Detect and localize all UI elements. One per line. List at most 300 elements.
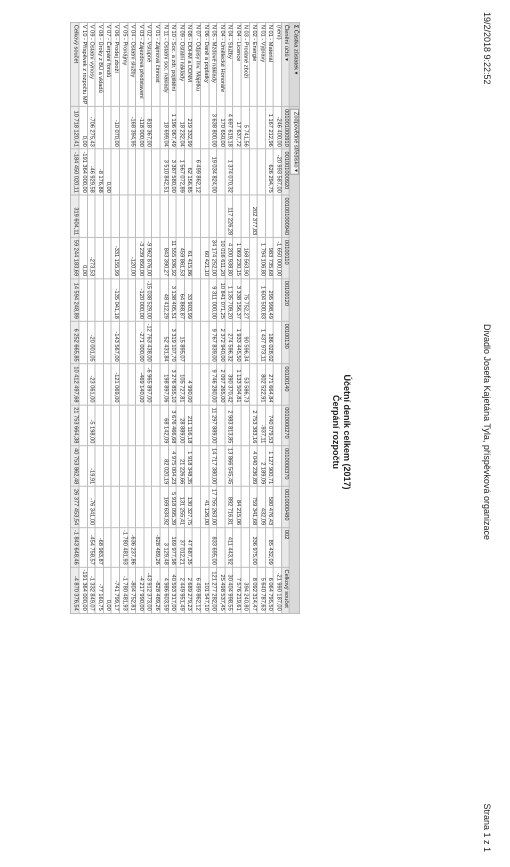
value-cell: 626 294,75 xyxy=(265,149,273,195)
value-cell: -191 364 000,00 xyxy=(79,149,87,195)
value-cell xyxy=(233,405,241,446)
value-cell: 169 634,92 xyxy=(160,487,168,528)
value-cell xyxy=(111,446,119,487)
value-cell xyxy=(128,195,136,237)
group-field-button[interactable] xyxy=(290,109,299,175)
value-cell xyxy=(152,107,160,149)
table-row xyxy=(103,22,111,613)
value-cell: 169 977,98 xyxy=(168,528,176,568)
value-cell xyxy=(192,321,200,364)
value-cell: -469 140,00 xyxy=(136,364,144,405)
value-cell: 62 156,85 xyxy=(184,149,192,195)
column-header[interactable]: 00100120 xyxy=(282,278,290,321)
value-cell xyxy=(95,238,103,279)
value-cell xyxy=(192,528,200,568)
value-cell: 85 432,09 xyxy=(265,528,273,568)
column-header[interactable]: 001001000910 xyxy=(282,107,290,149)
value-cell xyxy=(79,278,87,321)
value-cell: 319 604,11 xyxy=(71,195,79,237)
value-cell: 130 327,75 xyxy=(184,487,192,528)
value-cell: 432,09 xyxy=(257,487,265,528)
value-cell: -12 763 438,00 xyxy=(144,321,152,364)
row-label: V 03 - Zájezdová představení xyxy=(136,22,144,106)
value-cell: 4 200 938,80 xyxy=(225,238,233,279)
table-row xyxy=(160,22,168,613)
value-cell xyxy=(120,238,128,279)
filter-label: Částka zůstatek xyxy=(292,29,299,71)
value-cell xyxy=(176,195,184,237)
value-cell xyxy=(103,405,111,446)
value-cell xyxy=(111,195,119,237)
value-cell xyxy=(217,149,225,195)
group-header[interactable] xyxy=(290,107,300,613)
value-cell: 10 412 497,68 xyxy=(71,364,79,405)
value-cell: 101 547,10 xyxy=(201,567,209,613)
value-cell: 61 415,86 xyxy=(184,238,192,279)
value-cell: -20 001,05 xyxy=(87,321,95,364)
value-cell: 0,00 xyxy=(79,238,87,279)
value-cell xyxy=(79,405,87,446)
value-cell: 271 664,84 xyxy=(265,364,273,405)
row-label: N 07 - Odpisy Inv. Majetku xyxy=(192,22,200,106)
value-cell xyxy=(233,195,241,237)
table-row xyxy=(225,22,233,613)
value-cell: 390 370,42 xyxy=(225,364,233,405)
column-header[interactable]: 001001000940 xyxy=(282,195,290,237)
table-row xyxy=(257,22,265,613)
table-row xyxy=(136,22,144,613)
value-cell xyxy=(136,487,144,528)
value-cell: 52 431,84 xyxy=(160,321,168,364)
value-cell: 40 753 862,48 xyxy=(71,446,79,487)
value-cell: 0,00 xyxy=(103,567,111,613)
value-cell xyxy=(144,446,152,487)
value-cell xyxy=(201,321,209,364)
value-cell: 3 676 466,68 xyxy=(168,405,176,446)
value-cell xyxy=(103,278,111,321)
value-cell xyxy=(273,487,281,528)
value-cell: -1 780 481,93 xyxy=(120,528,128,568)
chevron-down-icon: ▾ xyxy=(292,169,299,172)
value-cell xyxy=(79,364,87,405)
report-title-main: Účetní deník celkem (2017) xyxy=(342,374,352,490)
value-cell xyxy=(192,278,200,321)
value-cell: 818 367,00 xyxy=(144,107,152,149)
value-cell: -121 069,00 xyxy=(111,364,119,405)
table-row xyxy=(265,22,273,613)
value-cell xyxy=(136,446,144,487)
value-cell xyxy=(192,487,200,528)
value-cell xyxy=(144,528,152,568)
value-cell: 3 510 842,51 xyxy=(160,149,168,195)
value-cell: 892 716,81 xyxy=(225,487,233,528)
value-cell: -43 912 373,00 xyxy=(144,567,152,613)
value-cell xyxy=(192,107,200,149)
value-cell: -636 237,86 xyxy=(128,528,136,568)
column-header[interactable]: 00100140 xyxy=(282,364,290,405)
value-cell xyxy=(95,364,103,405)
value-cell xyxy=(201,107,209,149)
value-cell: 6 252 665,85 xyxy=(71,321,79,364)
value-cell xyxy=(111,149,119,195)
row-label: N 03 - Prodané zboží xyxy=(241,22,249,106)
value-cell: 21 753 664,38 xyxy=(71,405,79,446)
value-cell: 2 372 940,00 xyxy=(217,321,225,364)
value-cell: 1 135 709,20 xyxy=(225,278,233,321)
value-cell xyxy=(257,149,265,195)
value-cell: 802 522,91 xyxy=(257,364,265,405)
value-cell xyxy=(233,528,241,568)
value-cell: 168 563,90 xyxy=(241,238,249,279)
value-cell xyxy=(257,195,265,237)
value-cell xyxy=(168,195,176,237)
value-cell: -273,53 xyxy=(87,238,95,279)
value-cell xyxy=(144,195,152,237)
value-cell xyxy=(152,446,160,487)
table-row xyxy=(79,22,87,613)
value-cell: 90 596,34 xyxy=(241,321,249,364)
value-cell: -454 758,57 xyxy=(87,528,95,568)
value-cell xyxy=(265,195,273,237)
value-cell: -8 176,88 xyxy=(95,149,103,195)
value-cell: 219 332,99 xyxy=(184,107,192,149)
value-cell xyxy=(144,405,152,446)
filter-cell[interactable] xyxy=(290,22,300,106)
value-cell: 15 895,07 xyxy=(176,321,184,364)
value-cell xyxy=(103,364,111,405)
value-cell: 1 133 504,81 xyxy=(233,364,241,405)
value-cell: 459 861,53 xyxy=(176,238,184,279)
total-row xyxy=(71,22,79,613)
value-cell xyxy=(201,195,209,237)
value-cell xyxy=(128,405,136,446)
value-cell: 4 040 236,89 xyxy=(249,446,257,487)
value-cell xyxy=(233,149,241,195)
value-cell xyxy=(184,195,192,237)
value-cell: 10 718 120,41 xyxy=(71,107,79,149)
value-cell xyxy=(217,405,225,446)
value-cell: 336 975,00 xyxy=(249,528,257,568)
value-cell xyxy=(152,149,160,195)
value-cell xyxy=(95,107,103,149)
value-cell xyxy=(103,195,111,237)
value-cell xyxy=(217,446,225,487)
column-header[interactable]: 00100130 xyxy=(282,321,290,364)
value-cell xyxy=(273,195,281,237)
value-cell: 117 226,28 xyxy=(225,195,233,237)
value-cell xyxy=(217,487,225,528)
pivot-table xyxy=(70,22,300,614)
value-cell: 11 297 889,00 xyxy=(209,405,217,446)
value-cell: 17 637,72 xyxy=(233,107,241,149)
value-cell: -135 041,18 xyxy=(111,278,119,321)
value-cell: -10 070,00 xyxy=(111,107,119,149)
value-cell xyxy=(233,446,241,487)
value-cell xyxy=(152,238,160,279)
value-cell: 1 567 072,89 xyxy=(176,149,184,195)
value-cell xyxy=(160,195,168,237)
value-cell: -828 489,26 xyxy=(152,567,160,613)
value-cell xyxy=(273,405,281,446)
value-cell xyxy=(128,487,136,528)
table-row xyxy=(152,22,160,613)
chevron-down-icon[interactable]: ▾ xyxy=(292,71,299,75)
row-label: V 08 - Úroky z BÚ a vkladů xyxy=(95,22,103,106)
value-cell: 295 998,49 xyxy=(265,278,273,321)
value-cell: 833 695,00 xyxy=(209,528,217,568)
value-cell: -331 155,99 xyxy=(111,238,119,279)
value-cell xyxy=(120,321,128,364)
value-cell xyxy=(87,278,95,321)
table-row xyxy=(176,22,184,613)
value-cell xyxy=(79,321,87,364)
value-cell xyxy=(111,405,119,446)
value-cell xyxy=(120,446,128,487)
page-number: Strana 1 z 1 xyxy=(482,803,492,852)
value-cell: 48 412,29 xyxy=(160,278,168,321)
value-cell: -4 217 990,00 xyxy=(136,567,144,613)
column-header[interactable]: 0010000270 xyxy=(282,405,290,446)
value-cell xyxy=(201,528,209,568)
row-header[interactable] xyxy=(282,22,290,106)
value-cell: 2 983 813,85 xyxy=(225,405,233,446)
value-cell xyxy=(136,528,144,568)
value-cell xyxy=(103,528,111,568)
value-cell: -168 394,95 xyxy=(128,107,136,149)
value-cell: 983 735,68 xyxy=(265,238,273,279)
value-cell: -68 983,87 xyxy=(95,528,103,568)
column-header[interactable]: 0010000480 xyxy=(282,487,290,528)
column-header[interactable]: 0010000370 xyxy=(282,446,290,487)
value-cell: 3 638 800,00 xyxy=(209,107,217,149)
row-label: N 11 - Ostatní soc. náklady xyxy=(160,22,168,106)
group-label: Zodpovědné středisko xyxy=(292,111,299,168)
row-label: N 10 - Soc. a zdr. pojištění xyxy=(168,22,176,106)
value-cell: 2 449 951,49 xyxy=(176,567,184,613)
value-cell: 211 116,18 xyxy=(184,405,192,446)
sigma-icon: Σ xyxy=(292,24,299,29)
value-cell: 37 012,21 xyxy=(176,528,184,568)
value-cell: 4 986 603,59 xyxy=(160,567,168,613)
value-cell: 6 064 795,50 xyxy=(265,567,273,613)
table-row xyxy=(128,22,136,613)
value-cell: -184 450 020,11 xyxy=(71,149,79,195)
table-row xyxy=(201,22,209,613)
value-cell: 2 097 265,00 xyxy=(217,364,225,405)
value-cell: 202 377,83 xyxy=(249,195,257,237)
row-label: N 04 - Služby xyxy=(225,22,233,106)
value-cell: 41 126,00 xyxy=(201,487,209,528)
value-cell: -3 239 850,00 xyxy=(136,238,144,279)
value-cell xyxy=(79,487,87,528)
column-header[interactable]: 00100110 xyxy=(282,238,290,279)
value-cell: -1 650 000,00 xyxy=(273,238,281,279)
value-cell xyxy=(152,487,160,528)
value-cell: 10 016 611,20 xyxy=(217,238,225,279)
value-cell xyxy=(241,149,249,195)
value-cell: -246 400,00 xyxy=(273,107,281,149)
value-cell: 28 889,00 xyxy=(176,405,184,446)
value-cell: 1 918 348,35 xyxy=(184,446,192,487)
value-cell: -9 962 876,00 xyxy=(144,238,152,279)
chevron-down-icon: ▾ xyxy=(283,58,290,62)
value-cell xyxy=(201,364,209,405)
value-cell xyxy=(144,149,152,195)
value-cell: -271 000,00 xyxy=(136,321,144,364)
value-cell xyxy=(128,446,136,487)
value-cell: 33 903,99 xyxy=(184,278,192,321)
column-header[interactable]: 002 xyxy=(282,528,290,568)
value-cell: 18 699,04 xyxy=(160,107,168,149)
row-label: V 09 - Ostatní výnosy xyxy=(87,22,95,106)
value-cell: 411 443,92 xyxy=(225,528,233,568)
value-cell xyxy=(241,487,249,528)
value-cell: -828 489,26 xyxy=(152,528,160,568)
value-cell: 3 129,48 xyxy=(160,528,168,568)
row-label: V 10 - Příspěvek z rozpočtu MP xyxy=(79,22,87,106)
value-cell: 26 377 453,54 xyxy=(71,487,79,528)
table-row xyxy=(87,22,95,613)
value-cell: -4 870 376,54 xyxy=(71,567,79,613)
value-cell: -118 000,00 xyxy=(136,107,144,149)
value-cell: 82 020,19 xyxy=(160,446,168,487)
column-header[interactable]: Celkový součet xyxy=(282,567,290,613)
value-cell xyxy=(217,195,225,237)
value-cell xyxy=(152,405,160,446)
value-cell: 274 596,32 xyxy=(225,321,233,364)
rotated-page xyxy=(62,12,492,852)
value-cell xyxy=(120,149,128,195)
value-cell: -1 780 481,93 xyxy=(120,567,128,613)
value-cell: 19 034 824,00 xyxy=(209,149,217,195)
value-cell: -120 000,00 xyxy=(136,278,144,321)
value-cell: 580 476,43 xyxy=(265,487,273,528)
print-date: 19/2/2018 9:22:52 xyxy=(482,12,492,85)
value-cell xyxy=(241,446,249,487)
value-cell: 2 689 279,23 xyxy=(184,567,192,613)
value-cell xyxy=(128,278,136,321)
value-cell: 2 753 383,16 xyxy=(249,405,257,446)
value-cell: 5 918 095,39 xyxy=(168,487,176,528)
value-cell: -76 341,00 xyxy=(87,487,95,528)
value-cell xyxy=(192,364,200,405)
value-cell: 14 594 248,89 xyxy=(71,278,79,321)
value-cell: 1 196 067,49 xyxy=(168,107,176,149)
table-row xyxy=(184,22,192,613)
value-cell: 1 167 212,96 xyxy=(265,107,273,149)
value-cell xyxy=(87,195,95,237)
value-cell xyxy=(103,321,111,364)
value-cell: 1 374 070,32 xyxy=(225,149,233,195)
value-cell xyxy=(201,446,209,487)
row-label: V 02 - Vstupné xyxy=(144,22,152,106)
table-row xyxy=(233,22,241,613)
value-cell xyxy=(201,278,209,321)
value-cell xyxy=(136,405,144,446)
report-title xyxy=(330,12,352,852)
value-cell xyxy=(249,321,257,364)
value-cell: 3 338 156,37 xyxy=(233,278,241,321)
value-cell: 59 244 183,69 xyxy=(71,238,79,279)
table-row xyxy=(144,22,152,613)
value-cell: 21 226,66 xyxy=(176,446,184,487)
row-label: N 01 - Materiál xyxy=(265,22,273,106)
value-cell: 47 687,35 xyxy=(184,528,192,568)
value-cell xyxy=(128,321,136,364)
value-cell: 4 975 004,23 xyxy=(168,446,176,487)
row-label: V 07 - Čerpání fondů xyxy=(103,22,111,106)
value-cell: 10 841 071,25 xyxy=(217,278,225,321)
value-cell xyxy=(273,364,281,405)
row-label: N 06 - Daně a poplatky xyxy=(201,22,209,106)
value-cell: 25 498 537,45 xyxy=(217,567,225,613)
value-cell xyxy=(144,487,152,528)
value-cell xyxy=(249,149,257,195)
row-label: N 02 - Energie xyxy=(249,22,257,106)
table-row xyxy=(95,22,103,613)
value-cell xyxy=(95,195,103,237)
table-row xyxy=(241,22,249,613)
value-cell xyxy=(273,278,281,321)
value-cell: -1 332 849,07 xyxy=(87,567,95,613)
value-cell: 1 127 900,71 xyxy=(265,446,273,487)
value-cell: 9 767 839,00 xyxy=(209,321,217,364)
value-cell: -15 038 529,00 xyxy=(144,278,152,321)
value-cell: 5 640 787,63 xyxy=(257,567,265,613)
value-cell: 3 276 855,10 xyxy=(168,364,176,405)
value-cell: -20 993 587,00 xyxy=(273,149,281,195)
value-cell: 18 232,04 xyxy=(176,107,184,149)
value-cell xyxy=(152,321,160,364)
value-cell: 6 499 862,12 xyxy=(192,567,200,613)
value-cell: 64 868,87 xyxy=(176,278,184,321)
value-cell xyxy=(103,487,111,528)
value-cell: -937,11 xyxy=(257,405,265,446)
column-header[interactable]: 001001000920 xyxy=(282,149,290,195)
value-cell: -21 990 187,00 xyxy=(273,567,281,613)
value-cell: 759 341,68 xyxy=(249,487,257,528)
value-cell: 740 079,53 xyxy=(265,405,273,446)
value-cell xyxy=(120,364,128,405)
value-cell xyxy=(201,149,209,195)
value-cell xyxy=(103,446,111,487)
value-cell xyxy=(95,446,103,487)
value-cell: -120,00 xyxy=(128,238,136,279)
table-row xyxy=(209,22,217,613)
value-cell: -1 843 648,46 xyxy=(71,528,79,568)
row-label: N 01 - Výpravy xyxy=(257,22,265,106)
value-cell: 9 311 000,00 xyxy=(209,278,217,321)
value-cell: -706 275,43 xyxy=(87,107,95,149)
value-cell xyxy=(120,195,128,237)
value-cell xyxy=(111,487,119,528)
value-cell xyxy=(192,405,200,446)
value-cell xyxy=(273,321,281,364)
value-cell: 1 069 230,15 xyxy=(233,238,241,279)
value-cell xyxy=(184,321,192,364)
value-cell xyxy=(95,487,103,528)
value-cell: 34 174 252,00 xyxy=(209,238,217,279)
value-cell: 7 576 219,61 xyxy=(233,567,241,613)
row-label: N 05 - Mzdové náklady xyxy=(209,22,217,106)
value-cell: 1 933 445,50 xyxy=(233,321,241,364)
value-cell xyxy=(103,238,111,279)
value-cell: -804 752,81 xyxy=(128,567,136,613)
value-cell: 3 319 107,70 xyxy=(168,321,176,364)
value-cell xyxy=(120,107,128,149)
value-cell: 53 586,73 xyxy=(241,364,249,405)
table-row xyxy=(217,22,225,613)
